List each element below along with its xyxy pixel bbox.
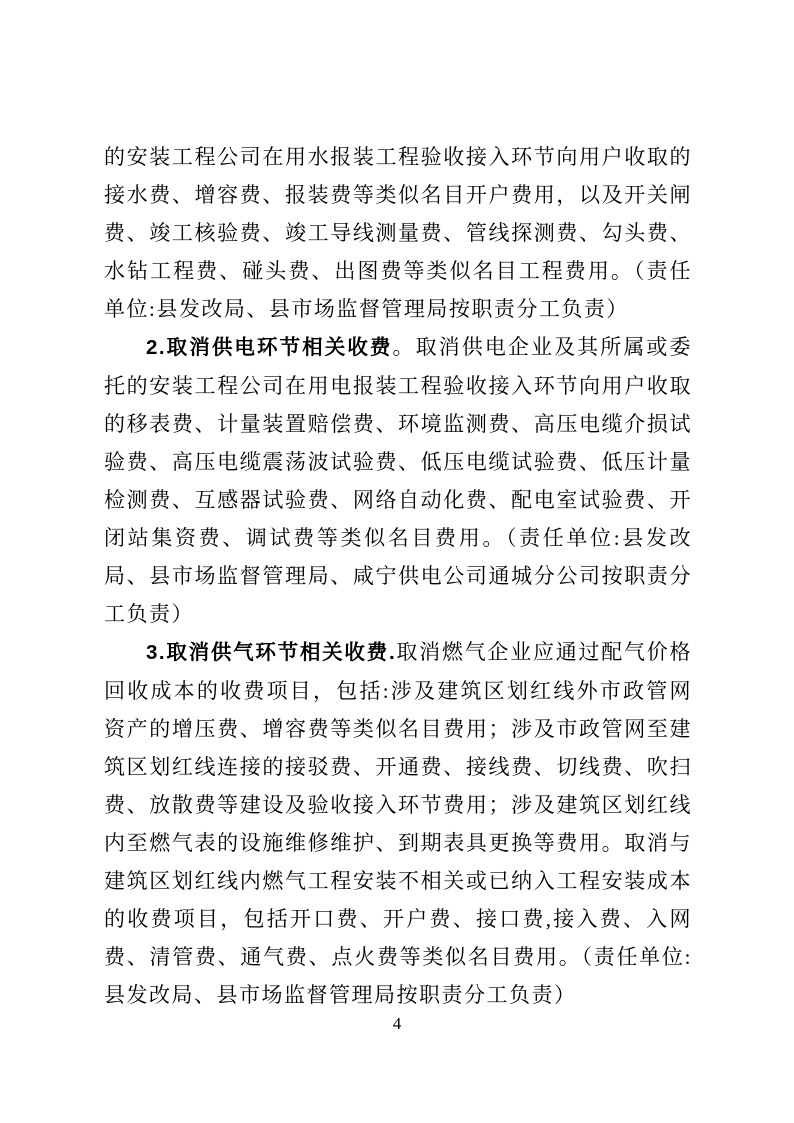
paragraph-electricity-fees — [104, 328, 692, 633]
paragraph-gas-fees — [104, 633, 692, 1014]
paragraph-text: 取消燃气企业应通过配气价格回收成本的收费项目，包括:涉及建筑区划红线外市政管网资产的增压费、增容费等类似名目费用；涉及市政管网至建筑区划红线连接的接驳费、开通费、接线费、切线费、吹扫费、放散费等建设及验收接入环节费用；涉及建筑区划红线内至燃气表的设施维修维护、到期表具更换等费用。取消与建筑区划红线内燃气工程安装不相关或已纳入工程安装成本的收费项目，包括开口费、开户费、接口费,接入费、入网费、清管费、通气费、点火费等类似名目费用。（责任单位:县发改局、县市场监督管理局按职责分工负责） — [104, 640, 692, 1007]
page-number: 4 — [392, 1014, 402, 1033]
paragraph-text: 的安装工程公司在用水报装工程验收接入环节向用户收取的接水费、增容费、报装费等类似名目开户费用，以及开关闸费、竣工核验费、竣工导线测量费、管线探测费、勾头费、水钻工程费、碰头费、出图费等类似名目工程费用。（责任单位:县发改局、县市场监督管理局按职责分工负责） — [104, 145, 692, 321]
paragraph-text: 。取消供电企业及其所属或委托的安装工程公司在用电报装工程验收接入环节向用户收取的移表费、计量装置赔偿费、环境监测费、高压电缆介损试验费、高压电缆震荡波试验费、低压电缆试验费、低压计量检测费、互感器试验费、网络自动化费、配电室试验费、开闭站集资费、调试费等类似名目费用。（责任单位:县发改局、县市场监督管理局、咸宁供电公司通城分公司按职责分工负责） — [104, 335, 693, 626]
paragraph-heading: 3.取消供气环节相关收费. — [146, 641, 397, 664]
paragraph-heading: 2.取消供电环节相关收费 — [146, 336, 393, 359]
document-body — [104, 138, 692, 1014]
paragraph-water-fees-continuation — [104, 138, 692, 328]
